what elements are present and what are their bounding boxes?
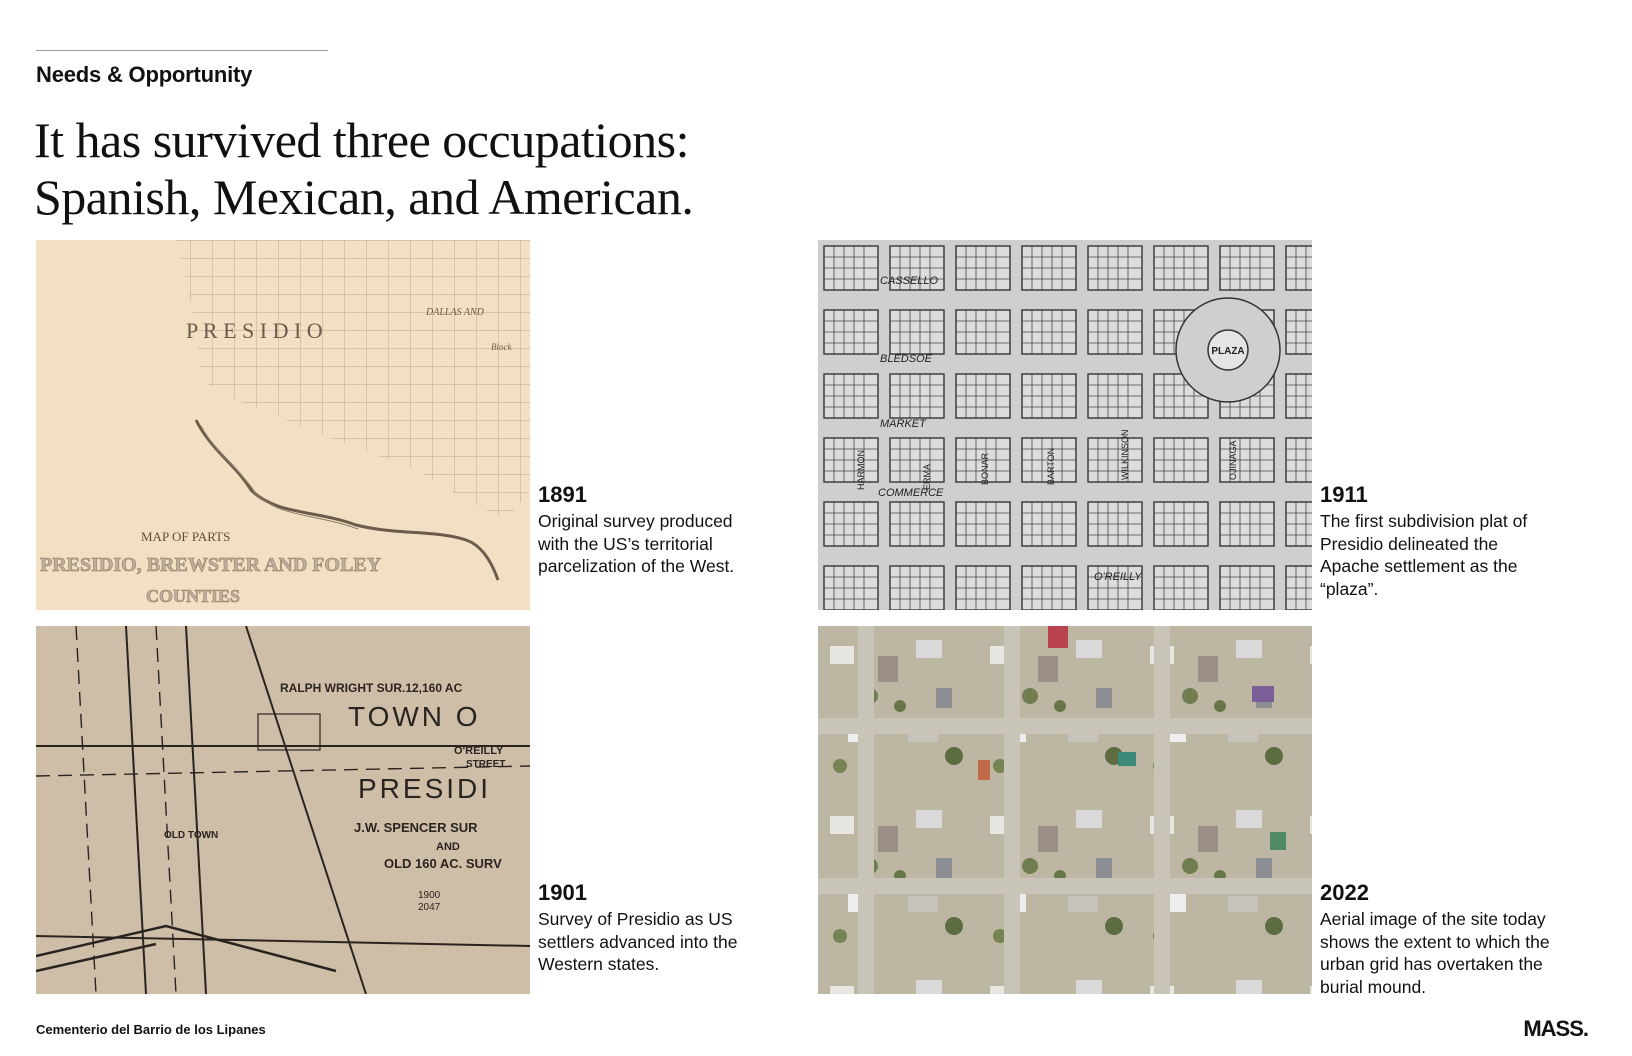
headline-line-1: It has survived three occupations: (34, 112, 690, 168)
plat-1911-label: WILKINSON (1120, 429, 1130, 480)
map-1891-image (36, 240, 530, 610)
survey-1901-label: 1900 (418, 890, 441, 901)
survey-1901-label: TOWN O (348, 701, 481, 732)
headline-line-2: Spanish, Mexican, and American. (34, 169, 694, 225)
survey-1901-image (36, 626, 530, 994)
survey-1901-label: O'REILLY (454, 745, 504, 757)
map-1891-label: MAP OF PARTS (141, 529, 231, 544)
plat-1911-label: PLAZA (1211, 346, 1245, 357)
map-1891-label: P R E S I D I O (186, 318, 323, 343)
plat-1911-label: COMMERCE (878, 487, 944, 499)
project-name: Cementerio del Barrio de los Lipanes (36, 1022, 266, 1037)
caption-text-1901: Survey of Presidio as US settlers advanced into the Western states. (538, 909, 738, 974)
plat-1911-label: BONAR (980, 452, 990, 485)
survey-1901-label: RALPH WRIGHT SUR.12,160 AC (280, 681, 463, 695)
aerial-2022-image (818, 626, 1312, 994)
map-1891-label: PRESIDIO, BREWSTER AND FOLEY (40, 554, 382, 576)
year-1911: 1911 (1320, 482, 1368, 507)
caption-1891 (538, 482, 768, 578)
survey-1901-label: OLD TOWN (164, 830, 219, 841)
page-headline (34, 112, 693, 226)
year-2022: 2022 (1320, 880, 1369, 905)
map-1891-label: COUNTIES (146, 586, 241, 606)
survey-1901-label: OLD 160 AC. SURV (384, 856, 502, 871)
plat-1911-label: BARTON (1046, 447, 1056, 485)
survey-1901-label: J.W. SPENCER SUR (354, 820, 478, 835)
section-label: Needs & Opportunity (36, 62, 253, 87)
plat-1911-label: HARMON (856, 450, 866, 490)
caption-2022 (1320, 880, 1550, 998)
year-1901: 1901 (538, 880, 587, 905)
map-1891-label: Block (491, 342, 512, 352)
plat-1911-label: OJINAGA (1228, 440, 1238, 480)
plat-1911-image (818, 240, 1312, 610)
map-1891-label: DALLAS AND (426, 307, 484, 318)
survey-1901-label: PRESIDI (358, 773, 492, 804)
plat-1911-label: ERMA (922, 463, 932, 490)
plat-1911-label: CASSELLO (880, 275, 939, 287)
header-rule (36, 50, 328, 51)
caption-text-1891: Original survey produced with the US’s territorial parcelization of the West. (538, 511, 735, 576)
survey-1901-label: 2047 (418, 902, 441, 913)
plat-1911-label: BLEDSOE (880, 353, 932, 365)
survey-1901-label: STREET (466, 759, 506, 770)
caption-text-1911: The first subdivision plat of Presidio delineated the Apache settlement as the “plaza”. (1320, 511, 1528, 599)
plat-1911-label: MARKET (880, 418, 926, 430)
caption-1911 (1320, 482, 1550, 600)
year-1891: 1891 (538, 482, 587, 507)
mass-logo: MASS. (1523, 1016, 1588, 1041)
survey-1901-label: AND (436, 841, 460, 853)
caption-text-2022: Aerial image of the site today shows the extent to which the urban grid has overtaken the burial mound. (1320, 909, 1550, 997)
caption-1901 (538, 880, 768, 976)
plat-1911-label: O'REILLY (1094, 571, 1142, 583)
